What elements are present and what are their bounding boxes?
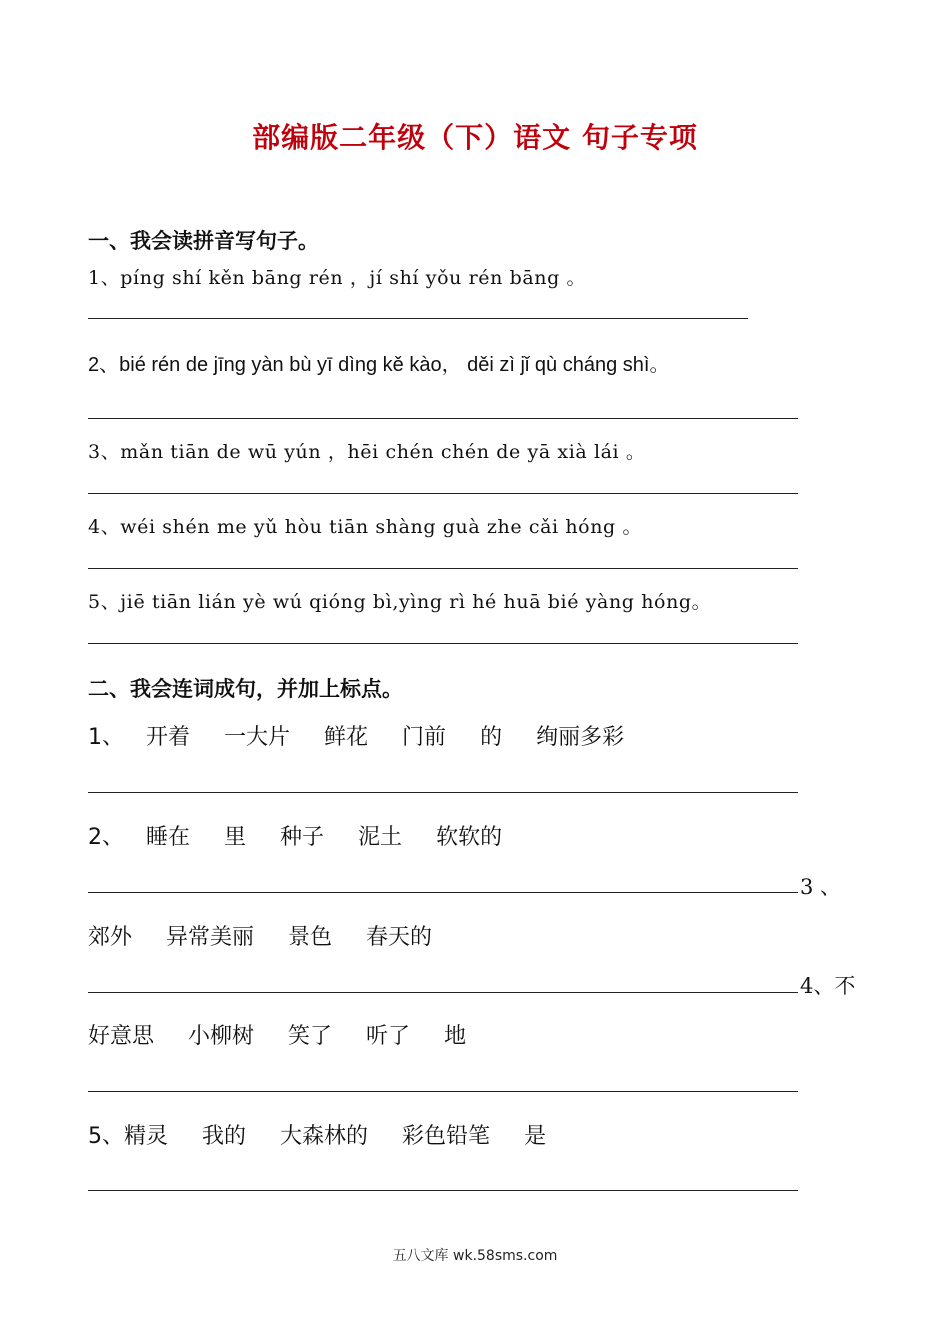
sentence-line-3[interactable] — [88, 992, 798, 993]
sentence-line-5[interactable] — [88, 1190, 798, 1191]
item-number-3: 3 、 — [800, 875, 842, 899]
word: 地 — [444, 1024, 467, 1049]
word: 好意思 — [88, 1024, 155, 1049]
word: 大森林的 — [280, 1124, 369, 1149]
item-number: 1、 — [88, 725, 124, 750]
word: 泥土 — [358, 825, 403, 850]
word: 绚丽多彩 — [536, 725, 625, 750]
word: 是 — [524, 1124, 547, 1149]
pinyin-item-2: 2、bié rén de jīng yàn bù yī dìng kě kào， děi zì jǐ qù cháng shì。 — [88, 354, 670, 376]
footer-watermark: 五八文库 wk.58sms.com — [392, 1248, 558, 1264]
word: 的 — [480, 725, 503, 750]
pinyin-item-5: 5、jiē tiān lián yè wú qióng bì,yìng rì hé huā bié yàng hóng。 — [88, 591, 712, 613]
word: 一大片 — [224, 725, 291, 750]
section-one-heading: 一、我会读拼音写句子。 — [88, 229, 319, 253]
page-title: 部编版二年级（下）语文 句子专项 — [252, 121, 698, 154]
word: 开着 — [146, 725, 191, 750]
word: 软软的 — [436, 825, 503, 850]
word: 彩色铅笔 — [402, 1124, 491, 1149]
word: 小柳树 — [188, 1024, 255, 1049]
pinyin-item-3: 3、mǎn tiān de wū yún ，hēi chén chén de yā xià lái 。 — [88, 441, 646, 463]
word: 鲜花 — [324, 725, 369, 750]
word-group-5 — [88, 1119, 580, 1150]
answer-line-1[interactable] — [88, 318, 748, 319]
word: 异常美丽 — [166, 925, 255, 950]
word: 笑了 — [288, 1024, 333, 1049]
section-two-heading: 二、我会连词成句，并加上标点。 — [88, 677, 403, 701]
item-number: 2、 — [88, 825, 124, 850]
word: 景色 — [288, 925, 333, 950]
word-group-4 — [88, 1019, 500, 1050]
pinyin-item-1: 1、píng shí kěn bāng rén ，jí shí yǒu rén bāng 。 — [88, 267, 587, 289]
word: 春天的 — [366, 925, 433, 950]
word: 精灵 — [124, 1124, 169, 1149]
word: 郊外 — [88, 925, 133, 950]
word: 里 — [224, 825, 247, 850]
word: 门前 — [402, 725, 447, 750]
sentence-line-1[interactable] — [88, 792, 798, 793]
word-group-3 — [88, 920, 466, 951]
word: 听了 — [366, 1024, 411, 1049]
word: 种子 — [280, 825, 325, 850]
answer-line-4[interactable] — [88, 568, 798, 569]
item-number-4: 4、不 — [800, 974, 856, 998]
word: 睡在 — [146, 825, 191, 850]
word-group-1 — [88, 720, 658, 751]
answer-line-2[interactable] — [88, 418, 798, 419]
sentence-line-4[interactable] — [88, 1091, 798, 1092]
sentence-line-2[interactable] — [88, 892, 798, 893]
pinyin-item-4: 4、wéi shén me yǔ hòu tiān shàng guà zhe cǎi hóng 。 — [88, 516, 643, 538]
word: 我的 — [202, 1124, 247, 1149]
word-group-2 — [88, 820, 536, 851]
answer-line-5[interactable] — [88, 643, 798, 644]
item-number: 5、 — [88, 1124, 124, 1149]
answer-line-3[interactable] — [88, 493, 798, 494]
